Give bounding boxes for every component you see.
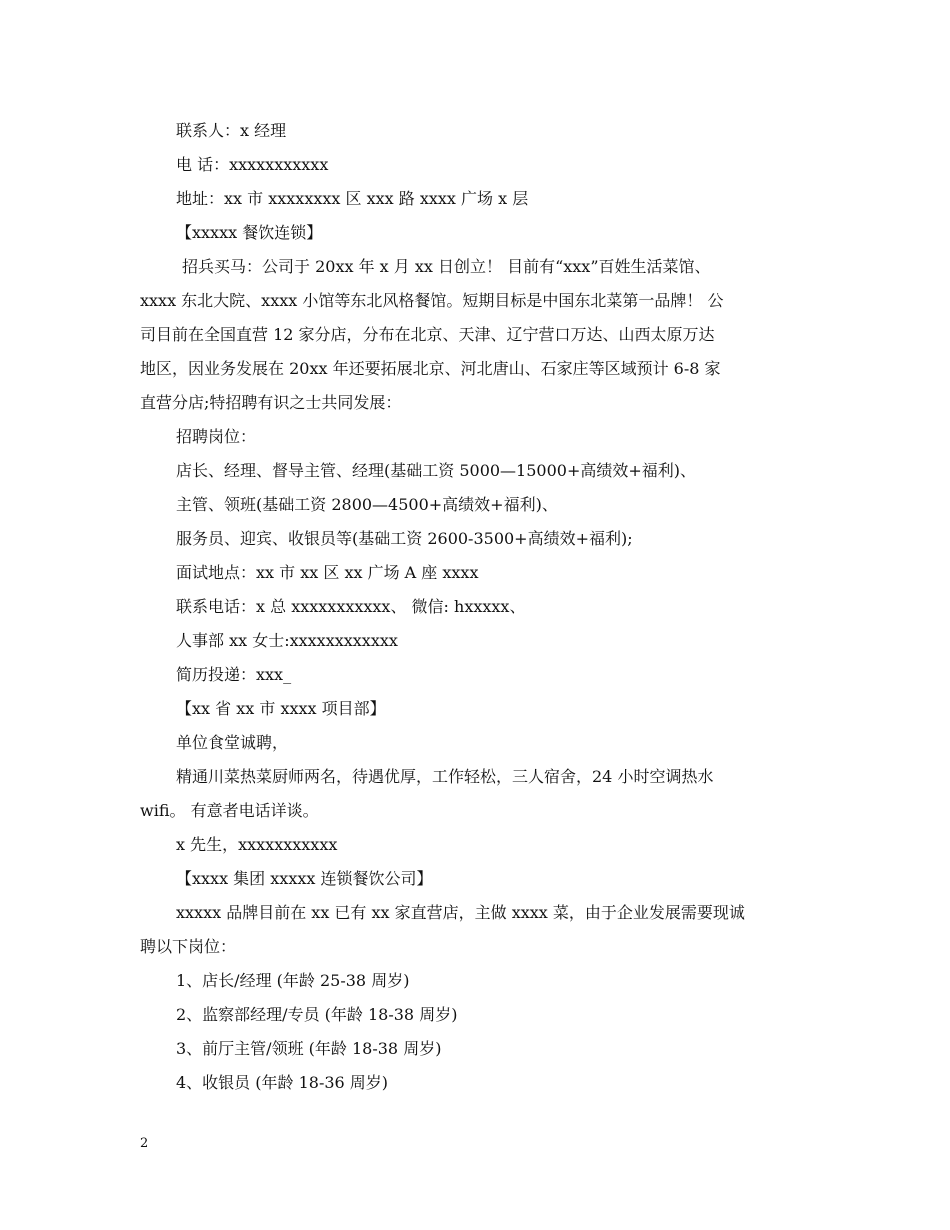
body-line: 招聘岗位： <box>176 427 257 446</box>
body-line: 服务员、迎宾、收银员等(基础工资 2600-3500+高绩效+福利); <box>176 529 633 548</box>
document-body <box>140 114 812 1100</box>
body-line: x 先生，xxxxxxxxxxx <box>176 835 338 854</box>
list-item: 3、前厅主管/领班 (年龄 18-38 周岁) <box>176 1039 442 1058</box>
body-line: xxxx 东北大院、xxxx 小馆等东北风格餐馆。短期目标是中国东北菜第一品牌！ 公 <box>140 291 724 310</box>
page-number: 2 <box>140 1136 149 1151</box>
body-line: 招兵买马：公司于 20xx 年 x 月 xx 日创立！ 目前有“xxx”百姓生活菜馆、 <box>182 257 711 276</box>
list-item: 2、监察部经理/专员 (年龄 18-38 周岁) <box>176 1005 458 1024</box>
body-line: xxxxx 品牌目前在 xx 已有 xx 家直营店，主做 xxxx 菜，由于企业发展需要现诚 <box>176 903 745 922</box>
body-line: 主管、领班(基础工资 2800—4500+高绩效+福利)、 <box>176 495 558 514</box>
list-item: 1、店长/经理 (年龄 25-38 周岁) <box>176 971 410 990</box>
body-line: 联系人：x 经理 <box>176 121 287 140</box>
body-line: 聘以下岗位： <box>140 937 237 956</box>
section-heading: 【xxxx 集团 xxxxx 连锁餐饮公司】 <box>176 869 433 888</box>
body-line: 人事部 xx 女士:xxxxxxxxxxxx <box>176 631 398 650</box>
body-line: 简历投递：xxx_ <box>176 665 292 684</box>
section-heading: 【xx 省 xx 市 xxxx 项目部】 <box>176 699 386 718</box>
body-line: 联系电话：x 总 xxxxxxxxxxx、 微信: hxxxxx、 <box>176 597 526 616</box>
body-line: 店长、经理、督导主管、经理(基础工资 5000—15000+高绩效+福利)、 <box>176 461 697 480</box>
list-item: 4、收银员 (年龄 18-36 周岁) <box>176 1073 389 1092</box>
body-line: 地址：xx 市 xxxxxxxx 区 xxx 路 xxxx 广场 x 层 <box>176 189 529 208</box>
section-heading: 【xxxxx 餐饮连锁】 <box>176 223 323 242</box>
body-line: 地区，因业务发展在 20xx 年还要拓展北京、河北唐山、石家庄等区域预计 6-8 家 <box>140 359 721 378</box>
body-line: wifi。 有意者电话详谈。 <box>140 801 319 820</box>
body-line: 单位食堂诚聘， <box>176 733 289 752</box>
body-line: 电 话：xxxxxxxxxxx <box>176 155 329 174</box>
body-line: 面试地点：xx 市 xx 区 xx 广场 A 座 xxxx <box>176 563 479 582</box>
body-line: 直营分店;特招聘有识之士共同发展： <box>140 393 402 412</box>
body-line: 司目前在全国直营 12 家分店，分布在北京、天津、辽宁营口万达、山西太原万达 <box>140 325 715 344</box>
body-line: 精通川菜热菜厨师两名，待遇优厚，工作轻松，三人宿舍，24 小时空调热水 <box>176 767 714 786</box>
